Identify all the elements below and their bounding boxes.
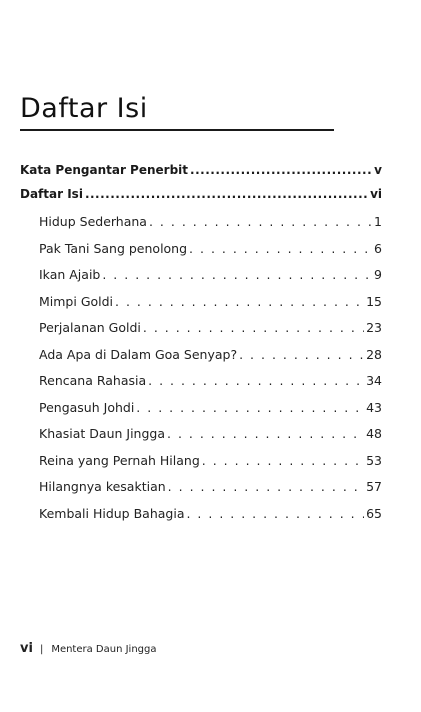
toc-leader-dots — [102, 267, 372, 283]
toc-chapter-title: Hidup Sederhana — [39, 214, 147, 229]
toc-chapter-entry[interactable] — [39, 373, 382, 400]
toc-chapter-page: 34 — [366, 373, 382, 388]
toc-chapter-entry[interactable] — [39, 426, 382, 453]
toc-chapter-title: Pengasuh Johdi — [39, 399, 135, 415]
toc-chapter-entry[interactable] — [39, 506, 382, 533]
running-title: Mentera Daun Jingga — [51, 644, 157, 655]
toc-leader-dots — [186, 506, 364, 522]
toc-chapter-title: Ikan Ajaib — [39, 267, 101, 282]
toc-chapter-list — [39, 214, 382, 532]
toc-leader-dots — [167, 426, 364, 442]
page-number: vi — [20, 641, 33, 656]
toc-chapter-entry[interactable] — [39, 479, 382, 506]
toc-entry-label: Daftar Isi — [20, 187, 83, 201]
toc-chapter-entry[interactable] — [39, 214, 382, 241]
toc-chapter-entry[interactable] — [39, 453, 382, 480]
toc-chapter-page: 28 — [366, 346, 382, 362]
toc-leader-dots — [149, 214, 372, 230]
toc-chapter-entry[interactable] — [39, 241, 382, 268]
toc-chapter-page: 57 — [366, 479, 382, 494]
page-title: Daftar Isi — [20, 93, 148, 124]
toc-leader-dots — [202, 453, 364, 469]
toc-chapter-entry[interactable] — [39, 294, 382, 321]
toc-chapter-page: 48 — [366, 426, 382, 441]
toc-entry-daftar-isi[interactable] — [20, 186, 382, 210]
toc-entry-page: vi — [370, 187, 382, 201]
toc-chapter-title: Ada Apa di Dalam Goa Senyap? — [39, 346, 238, 362]
toc-chapter-entry[interactable] — [39, 267, 382, 294]
toc-chapter-page: 9 — [374, 267, 382, 282]
page-footer — [20, 641, 157, 656]
toc-chapter-title: Hilangnya kesaktian — [39, 479, 166, 494]
toc-leader-dots — [115, 294, 364, 310]
toc-chapter-title: Reina yang Pernah Hilang — [39, 452, 200, 468]
toc-chapter-page: 65 — [366, 505, 382, 521]
title-underline — [20, 129, 334, 131]
toc-leader-dots — [168, 479, 364, 495]
toc-chapter-entry[interactable] — [39, 400, 382, 427]
toc-chapter-page: 15 — [366, 293, 382, 309]
toc-leader-dots — [190, 162, 372, 178]
toc-chapter-page: 1 — [374, 214, 382, 229]
toc-entry-label: Kata Pengantar Penerbit — [20, 163, 189, 177]
toc-chapter-title: Mimpi Goldi — [39, 293, 114, 309]
toc-chapter-page: 6 — [374, 240, 382, 256]
toc-entry-page: v — [374, 163, 382, 177]
toc-leader-dots — [239, 347, 364, 363]
toc-leader-dots — [136, 400, 364, 416]
footer-separator: | — [39, 644, 44, 655]
toc-leader-dots — [85, 186, 368, 202]
toc-chapter-title: Pak Tani Sang penolong — [39, 240, 188, 256]
toc-chapter-title: Rencana Rahasia — [39, 373, 147, 388]
toc-chapter-entry[interactable] — [39, 347, 382, 374]
toc-main-list — [20, 162, 382, 210]
toc-entry-kata-pengantar[interactable] — [20, 162, 382, 186]
toc-leader-dots — [189, 241, 372, 257]
toc-chapter-page: 23 — [366, 320, 382, 335]
toc-chapter-title: Perjalanan Goldi — [39, 320, 141, 335]
toc-chapter-page: 43 — [366, 399, 382, 415]
toc-chapter-page: 53 — [366, 452, 382, 468]
toc-chapter-title: Kembali Hidup Bahagia — [39, 505, 185, 521]
toc-chapter-entry[interactable] — [39, 320, 382, 347]
toc-leader-dots — [143, 320, 364, 336]
toc-leader-dots — [148, 373, 364, 389]
toc-chapter-title: Khasiat Daun Jingga — [39, 426, 166, 441]
